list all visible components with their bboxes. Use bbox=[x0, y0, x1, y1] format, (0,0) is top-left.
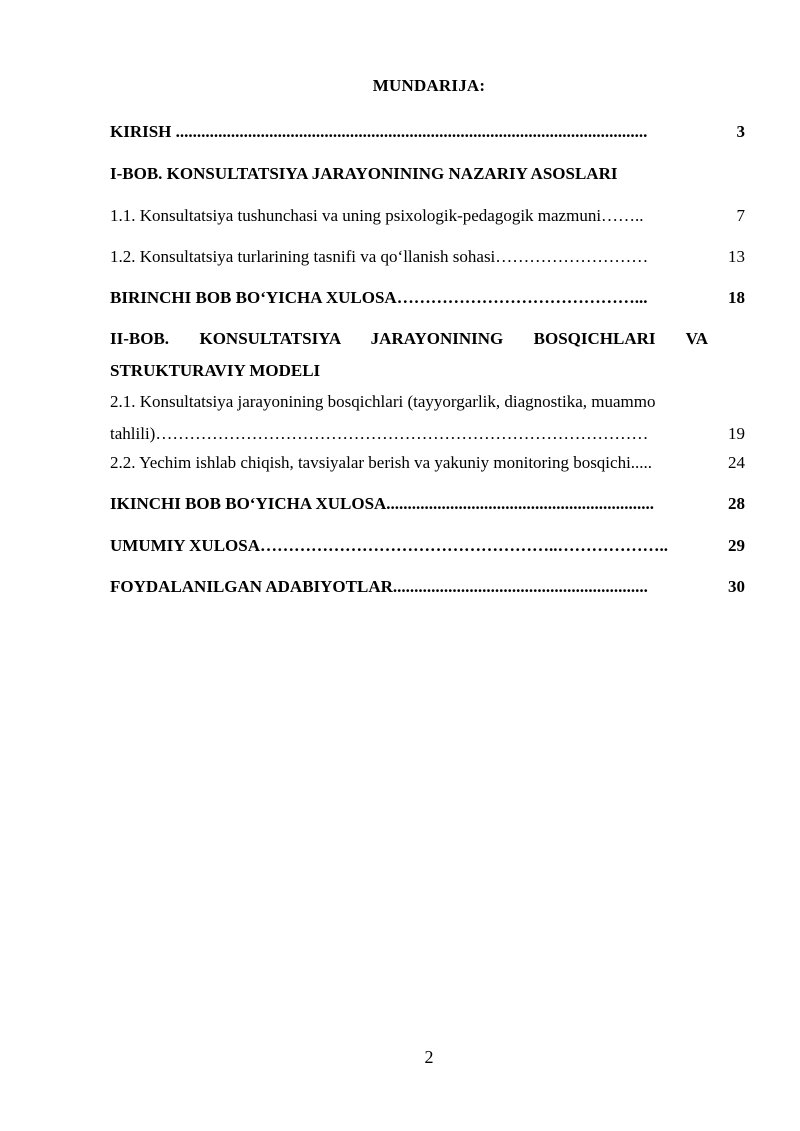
toc-entry-text: FOYDALANILGAN ADABIYOTLAR............................................................ bbox=[110, 577, 648, 596]
toc-entry-chapter-2-cont bbox=[110, 360, 320, 382]
toc-entry-page: 7 bbox=[736, 206, 745, 225]
toc-entry-kirish bbox=[110, 121, 647, 143]
toc-entry-page: 30 bbox=[728, 577, 745, 596]
toc-entry-section-2-1-cont bbox=[110, 423, 648, 445]
toc-entry-text: KIRISH ............................................................................................................... bbox=[110, 122, 648, 141]
toc-entry-text: I-BOB. KONSULTATSIYA JARAYONINING NAZARIY ASOSLARI bbox=[110, 164, 618, 183]
toc-entry-chapter-1-conclusion bbox=[110, 287, 647, 309]
toc-entry-text: UMUMIY XULOSA……………………………………………..……………….. bbox=[110, 536, 669, 555]
toc-entry-section-1-2 bbox=[110, 246, 648, 268]
toc-entry-page: 3 bbox=[736, 122, 745, 141]
toc-entry-chapter-2-conclusion bbox=[110, 493, 654, 515]
toc-entry-page: 29 bbox=[728, 536, 745, 555]
toc-entry-page: 24 bbox=[728, 453, 745, 472]
toc-entry-section-1-1 bbox=[110, 205, 644, 227]
toc-entry-page: 13 bbox=[728, 247, 745, 266]
toc-entry-text: BIRINCHI BOB BO‘YICHA XULOSA……………………………………... bbox=[110, 288, 648, 307]
toc-entry-general-conclusion bbox=[110, 535, 668, 557]
toc-entry-chapter-2 bbox=[110, 328, 708, 350]
toc-entry-section-2-2 bbox=[110, 452, 652, 474]
toc-entry-text: 1.2. Konsultatsiya turlarining tasnifi va qo‘llanish sohasi……………………… bbox=[110, 247, 649, 266]
toc-entry-text: II-BOB. KONSULTATSIYA JARAYONINING BOSQICHLARI VA bbox=[110, 329, 708, 348]
toc-entry-references bbox=[110, 576, 648, 598]
toc-entry-chapter-1 bbox=[110, 163, 617, 185]
toc-entry-text: IKINCHI BOB BO‘YICHA XULOSA............................................................... bbox=[110, 494, 655, 513]
toc-entry-section-2-1 bbox=[110, 391, 655, 413]
page-number: 2 bbox=[424, 1047, 434, 1067]
toc-entry-page: 18 bbox=[728, 288, 745, 307]
toc-entry-page: 19 bbox=[728, 424, 745, 443]
toc-entry-text: 1.1. Konsultatsiya tushunchasi va uning psixologik-pedagogik mazmuni…….. bbox=[110, 206, 644, 225]
toc-entry-text: tahlili)…………………………………………………………………………… bbox=[110, 424, 649, 443]
toc-heading: MUNDARIJA: bbox=[372, 76, 486, 95]
toc-entry-text: 2.2. Yechim ishlab chiqish, tavsiyalar berish va yakuniy monitoring bosqichi..... bbox=[110, 453, 653, 472]
toc-entry-text: 2.1. Konsultatsiya jarayonining bosqichlari (tayyorgarlik, diagnostika, muammo bbox=[110, 392, 656, 411]
toc-entry-page: 28 bbox=[728, 494, 745, 513]
toc-entry-text: STRUKTURAVIY MODELI bbox=[110, 361, 321, 380]
